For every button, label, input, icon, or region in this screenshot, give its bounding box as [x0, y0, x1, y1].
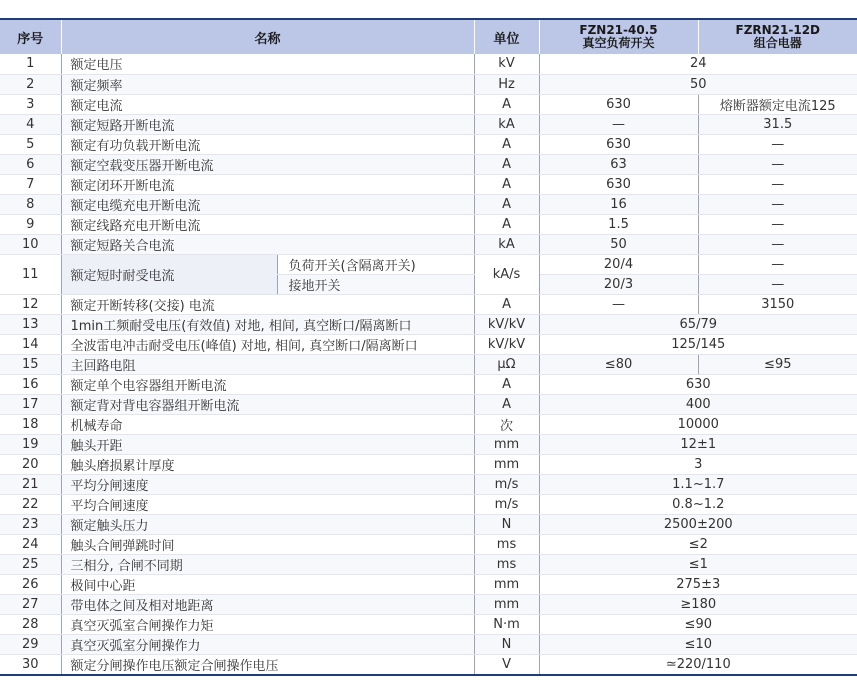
row-number: 7	[0, 174, 61, 194]
table-row	[0, 374, 857, 394]
table-row	[0, 314, 857, 334]
row-number: 3	[0, 94, 61, 114]
row-value-common: 0.8~1.2	[539, 494, 857, 514]
row-value-common: 125/145	[539, 334, 857, 354]
row-value-fzrn21: —	[698, 154, 857, 174]
header-fzrn21	[698, 19, 857, 54]
header-unit: 单位	[474, 19, 539, 54]
table-row	[0, 654, 857, 675]
spec-table	[0, 18, 857, 676]
row-unit: A	[474, 154, 539, 174]
row-name: 额定电流	[61, 94, 474, 114]
row-value-fzrn21: —	[698, 214, 857, 234]
row-unit: mm	[474, 574, 539, 594]
table-row	[0, 74, 857, 94]
table-row	[0, 514, 857, 534]
row-value-common: 3	[539, 454, 857, 474]
row-number: 11	[0, 254, 61, 294]
row-unit: m/s	[474, 494, 539, 514]
row-unit: A	[474, 294, 539, 314]
row-name: 额定单个电容器组开断电流	[61, 374, 474, 394]
row-number: 13	[0, 314, 61, 334]
row-value-fzrn21: 3150	[698, 294, 857, 314]
row-name: 带电体之间及相对地距离	[61, 594, 474, 614]
row-unit: m/s	[474, 474, 539, 494]
row-name: 额定线路充电开断电流	[61, 214, 474, 234]
row-name: 额定分闸操作电压额定合闸操作电压	[61, 654, 474, 675]
row-number: 9	[0, 214, 61, 234]
table-row	[0, 234, 857, 254]
row-subname: 接地开关	[277, 274, 474, 294]
table-row	[0, 194, 857, 214]
table-row	[0, 534, 857, 554]
header-fzn21	[539, 19, 698, 54]
row-name: 额定短路开断电流	[61, 114, 474, 134]
row-unit: ms	[474, 554, 539, 574]
row-value-common: ≥180	[539, 594, 857, 614]
row-value-common: 12±1	[539, 434, 857, 454]
row-number: 22	[0, 494, 61, 514]
row-subname: 负荷开关(含隔离开关)	[277, 254, 474, 274]
table-row	[0, 474, 857, 494]
table-row	[0, 214, 857, 234]
row-value-fzrn21: 31.5	[698, 114, 857, 134]
row-number: 10	[0, 234, 61, 254]
row-value-fzn21: 630	[539, 94, 698, 114]
row-value-common: 400	[539, 394, 857, 414]
row-unit: mm	[474, 434, 539, 454]
table-row	[0, 294, 857, 314]
table-row	[0, 594, 857, 614]
row-number: 18	[0, 414, 61, 434]
row-number: 2	[0, 74, 61, 94]
row-value-fzrn21: —	[698, 234, 857, 254]
row-value-fzn21: 20/3	[539, 274, 698, 294]
header-fzrn21-model: FZRN21-12D	[735, 23, 821, 37]
row-value-fzrn21: —	[698, 134, 857, 154]
row-value-fzn21: —	[539, 114, 698, 134]
row-value-common: 275±3	[539, 574, 857, 594]
header-name: 名称	[61, 19, 474, 54]
row-number: 19	[0, 434, 61, 454]
row-number: 20	[0, 454, 61, 474]
row-unit: kA	[474, 114, 539, 134]
row-value-fzn21: 630	[539, 174, 698, 194]
row-number: 21	[0, 474, 61, 494]
row-name: 额定开断转移(交接) 电流	[61, 294, 474, 314]
table-row	[0, 354, 857, 374]
table-row	[0, 414, 857, 434]
row-value-common: 2500±200	[539, 514, 857, 534]
table-row	[0, 94, 857, 114]
row-value-common: 50	[539, 74, 857, 94]
row-unit: N·m	[474, 614, 539, 634]
row-number: 14	[0, 334, 61, 354]
row-value-fzrn21: —	[698, 174, 857, 194]
row-value-common: ≤90	[539, 614, 857, 634]
header-fzn21-model: FZN21-40.5	[579, 23, 658, 37]
row-value-fzn21: 20/4	[539, 254, 698, 274]
row-value-common: 630	[539, 374, 857, 394]
row-name: 额定空载变压器开断电流	[61, 154, 474, 174]
row-value-common: 1.1~1.7	[539, 474, 857, 494]
row-unit: ms	[474, 534, 539, 554]
row-name: 额定有功负载开断电流	[61, 134, 474, 154]
row-unit: kV	[474, 54, 539, 74]
row-unit: Hz	[474, 74, 539, 94]
table-row	[0, 574, 857, 594]
header-seq: 序号	[0, 19, 61, 54]
row-value-common: ≤1	[539, 554, 857, 574]
row-name: 三相分, 合闸不同期	[61, 554, 474, 574]
row-value-common: 10000	[539, 414, 857, 434]
table-row	[0, 334, 857, 354]
row-name: 主回路电阻	[61, 354, 474, 374]
row-number: 17	[0, 394, 61, 414]
row-value-fzrn21: —	[698, 194, 857, 214]
row-unit: A	[474, 194, 539, 214]
row-name: 触头磨损累计厚度	[61, 454, 474, 474]
row-name: 额定闭环开断电流	[61, 174, 474, 194]
row-name: 额定背对背电容器组开断电流	[61, 394, 474, 414]
row-number: 29	[0, 634, 61, 654]
row-unit: A	[474, 174, 539, 194]
row-unit: A	[474, 134, 539, 154]
table-header-row	[0, 19, 857, 54]
row-value-fzrn21: —	[698, 254, 857, 274]
row-number: 15	[0, 354, 61, 374]
row-unit: μΩ	[474, 354, 539, 374]
row-unit: N	[474, 514, 539, 534]
row-value-fzn21: 16	[539, 194, 698, 214]
row-number: 4	[0, 114, 61, 134]
header-fzn21-type: 真空负荷开关	[582, 36, 655, 50]
row-unit: A	[474, 394, 539, 414]
row-unit: mm	[474, 594, 539, 614]
row-name: 极间中心距	[61, 574, 474, 594]
row-name: 机械寿命	[61, 414, 474, 434]
row-name: 额定频率	[61, 74, 474, 94]
row-value-fzrn21: —	[698, 274, 857, 294]
table-row	[0, 254, 857, 274]
row-name: 额定电缆充电开断电流	[61, 194, 474, 214]
row-name: 全波雷电冲击耐受电压(峰值) 对地, 相间, 真空断口/隔离断口	[61, 334, 474, 354]
row-name: 平均合闸速度	[61, 494, 474, 514]
table-row	[0, 614, 857, 634]
row-number: 16	[0, 374, 61, 394]
row-number: 24	[0, 534, 61, 554]
row-name: 额定短路关合电流	[61, 234, 474, 254]
row-number: 5	[0, 134, 61, 154]
row-number: 12	[0, 294, 61, 314]
row-name: 真空灭弧室分闸操作力	[61, 634, 474, 654]
row-number: 25	[0, 554, 61, 574]
row-unit: kV/kV	[474, 334, 539, 354]
row-unit: A	[474, 94, 539, 114]
row-value-fzrn21: ≤95	[698, 354, 857, 374]
row-value-fzn21: 50	[539, 234, 698, 254]
row-number: 27	[0, 594, 61, 614]
table-row	[0, 154, 857, 174]
table-row	[0, 454, 857, 474]
row-value-fzn21: ≤80	[539, 354, 698, 374]
row-number: 26	[0, 574, 61, 594]
table-row	[0, 394, 857, 414]
table-row	[0, 494, 857, 514]
row-number: 28	[0, 614, 61, 634]
table-row	[0, 114, 857, 134]
row-value-fzn21: 630	[539, 134, 698, 154]
row-value-fzrn21: 熔断器额定电流125	[698, 94, 857, 114]
row-unit: N	[474, 634, 539, 654]
row-unit: 次	[474, 414, 539, 434]
row-number: 1	[0, 54, 61, 74]
row-unit: kV/kV	[474, 314, 539, 334]
row-number: 6	[0, 154, 61, 174]
row-unit: V	[474, 654, 539, 675]
row-value-common: ≤10	[539, 634, 857, 654]
row-number: 23	[0, 514, 61, 534]
row-unit: kA	[474, 234, 539, 254]
row-value-common: ≤2	[539, 534, 857, 554]
table-row	[0, 634, 857, 654]
row-number: 30	[0, 654, 61, 675]
row-value-fzn21: 1.5	[539, 214, 698, 234]
row-number: 8	[0, 194, 61, 214]
row-name: 真空灭弧室合闸操作力矩	[61, 614, 474, 634]
table-row	[0, 54, 857, 74]
row-unit: mm	[474, 454, 539, 474]
row-value-fzn21: —	[539, 294, 698, 314]
row-name: 额定电压	[61, 54, 474, 74]
table-row	[0, 134, 857, 154]
table-row	[0, 554, 857, 574]
table-row	[0, 174, 857, 194]
row-unit: kA/s	[474, 254, 539, 294]
row-name: 1min工频耐受电压(有效值) 对地, 相间, 真空断口/隔离断口	[61, 314, 474, 334]
row-name: 平均分闸速度	[61, 474, 474, 494]
row-value-fzn21: 63	[539, 154, 698, 174]
row-unit: A	[474, 214, 539, 234]
row-value-common: 24	[539, 54, 857, 74]
table-row	[0, 434, 857, 454]
row-value-common: ≃220/110	[539, 654, 857, 675]
row-name: 触头合闸弹跳时间	[61, 534, 474, 554]
header-fzrn21-type: 组合电器	[753, 36, 802, 50]
row-name: 额定触头压力	[61, 514, 474, 534]
row-value-common: 65/79	[539, 314, 857, 334]
row-name: 触头开距	[61, 434, 474, 454]
row-name: 额定短时耐受电流	[61, 254, 277, 294]
row-unit: A	[474, 374, 539, 394]
